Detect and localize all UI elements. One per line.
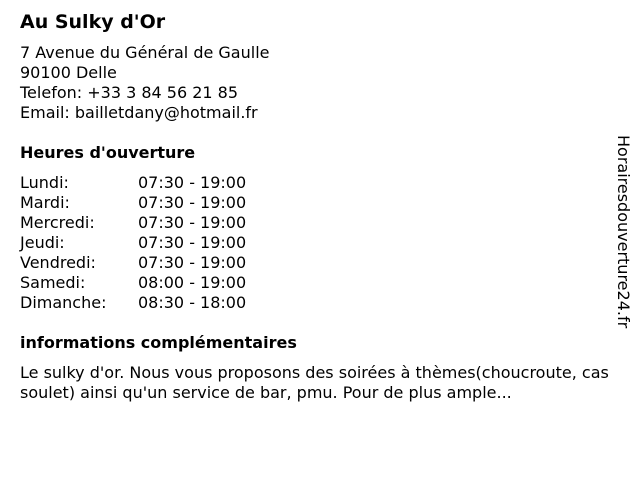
- hours-day: Dimanche:: [20, 293, 107, 312]
- business-name: Au Sulky d'Or: [20, 11, 166, 33]
- site-watermark: Horairesdouverture24.fr: [614, 135, 633, 329]
- hours-day: Jeudi:: [20, 233, 65, 252]
- email-line: Email: bailletdany@hotmail.fr: [20, 103, 258, 122]
- hours-day: Vendredi:: [20, 253, 96, 272]
- hours-day: Mercredi:: [20, 213, 95, 232]
- hours-time: 08:30 - 18:00: [138, 293, 247, 312]
- hours-day: Samedi:: [20, 273, 86, 292]
- hours-row-friday: [20, 253, 610, 273]
- hours-day: Lundi:: [20, 173, 69, 192]
- address-line-2: 90100 Delle: [20, 63, 117, 82]
- hours-row-sunday: [20, 293, 610, 313]
- hours-time: 08:00 - 19:00: [138, 273, 247, 292]
- phone-line: Telefon: +33 3 84 56 21 85: [20, 83, 239, 102]
- hours-time: 07:30 - 19:00: [138, 173, 247, 192]
- hours-time: 07:30 - 19:00: [138, 233, 247, 252]
- hours-row-tuesday: [20, 193, 610, 213]
- additional-info-text: Le sulky d'or. Nous vous proposons des soirées à thèmes(choucroute, cassoulet) ainsi qu'un service de bar, pmu. Pour de plus ample...: [20, 363, 609, 402]
- opening-hours-heading: Heures d'ouverture: [20, 143, 196, 162]
- hours-row-monday: [20, 173, 610, 193]
- hours-time: 07:30 - 19:00: [138, 213, 247, 232]
- address-line-1: 7 Avenue du Général de Gaulle: [20, 43, 270, 62]
- business-card: [20, 10, 610, 403]
- hours-row-thursday: [20, 233, 610, 253]
- hours-time: 07:30 - 19:00: [138, 193, 247, 212]
- hours-row-wednesday: [20, 213, 610, 233]
- hours-time: 07:30 - 19:00: [138, 253, 247, 272]
- additional-info-heading: informations complémentaires: [20, 333, 297, 352]
- hours-row-saturday: [20, 273, 610, 293]
- hours-day: Mardi:: [20, 193, 70, 212]
- opening-hours-table: [20, 173, 610, 313]
